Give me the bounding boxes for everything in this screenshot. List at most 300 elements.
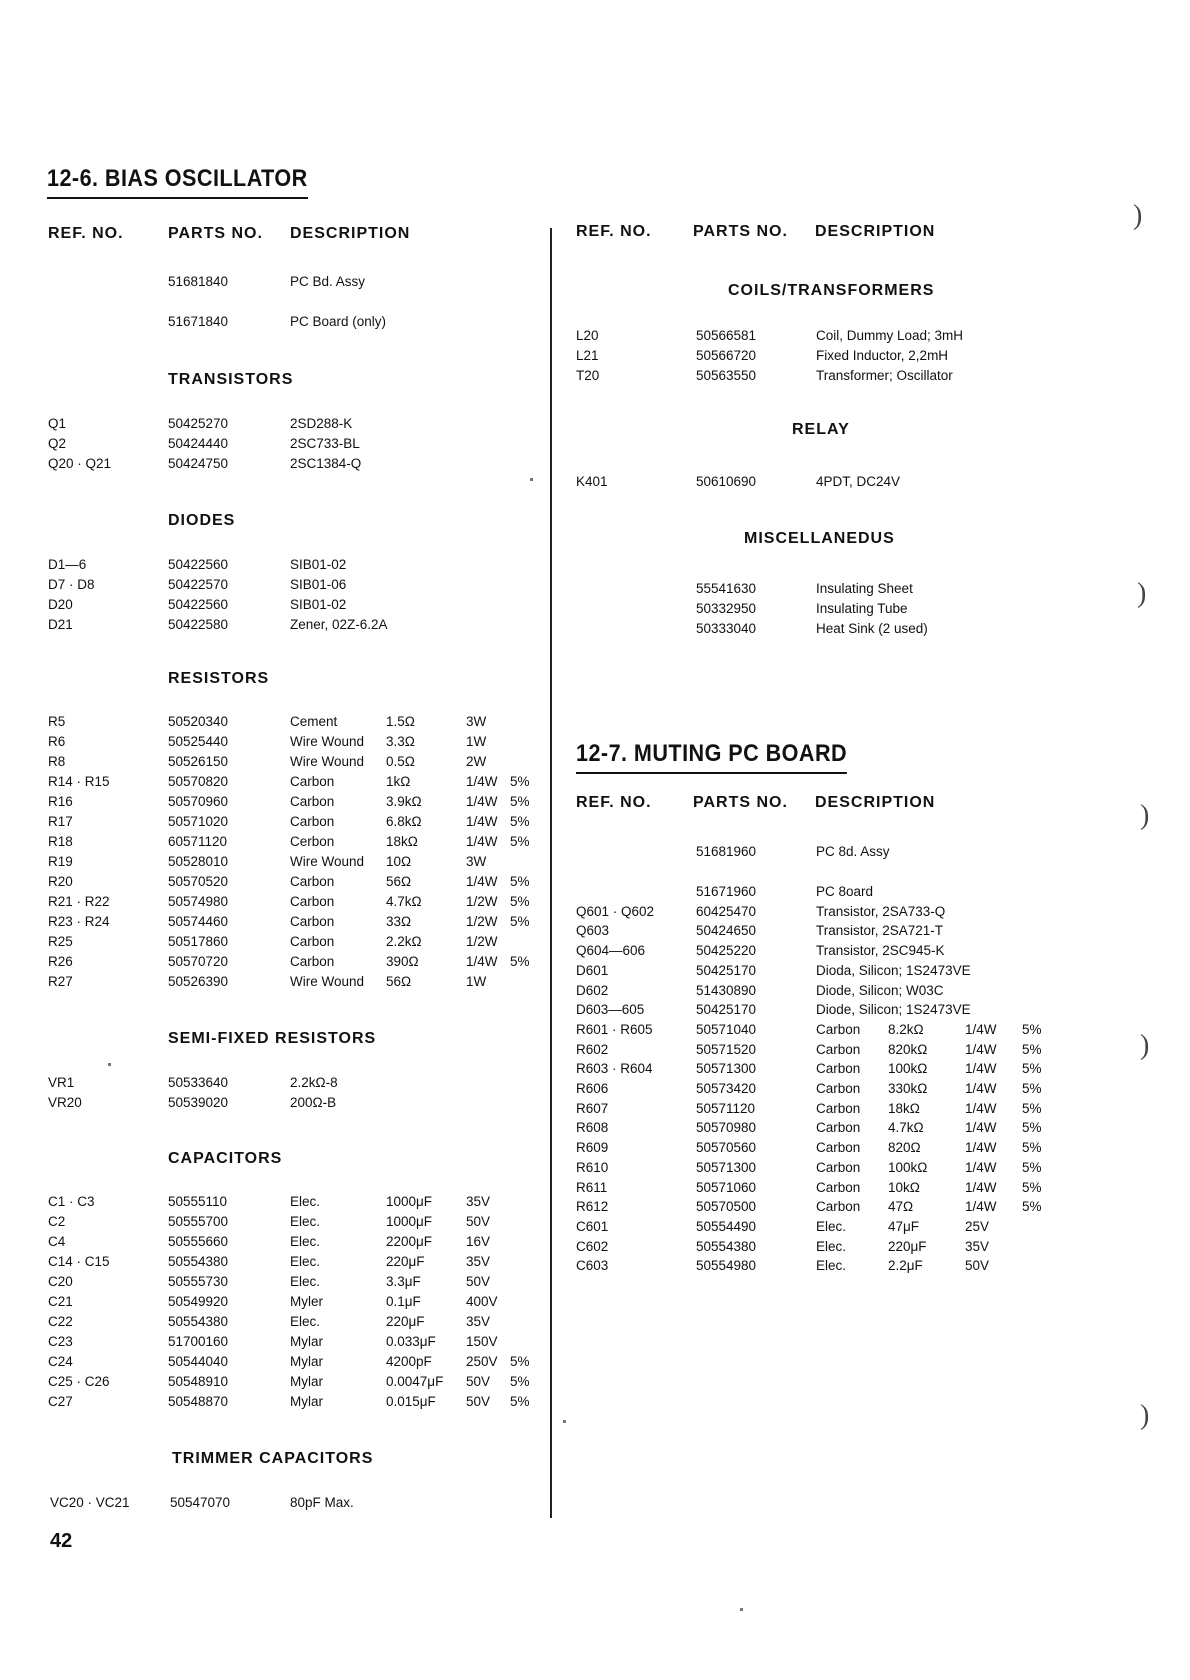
value-cell: 220μF — [386, 1254, 425, 1269]
ref-no-cell: R603 · R604 — [576, 1061, 653, 1077]
parts-no-cell: 50566720 — [696, 348, 757, 363]
parts-no-cell: 50566581 — [696, 328, 757, 343]
description-cell: SIB01-02 — [290, 557, 347, 572]
description-cell: Insulating Sheet — [816, 581, 913, 596]
description-cell: 200Ω-B — [290, 1095, 337, 1110]
description-cell: SIB01-02 — [290, 597, 347, 612]
parts-no-cell: 51671840 — [168, 314, 229, 329]
rating-cell: 35V — [466, 1194, 491, 1209]
description-cell: SIB01-06 — [290, 577, 347, 592]
ref-no-cell: R602 — [576, 1041, 609, 1057]
description-cell: Elec. — [290, 1214, 321, 1229]
ref-no-cell: R25 — [48, 934, 73, 949]
description-cell: Transistor, 2SC945-K — [816, 943, 945, 959]
ref-no-cell: R27 — [48, 974, 73, 989]
parts-no-cell: 50549920 — [168, 1294, 229, 1309]
parts-no-cell: 50570980 — [696, 1120, 757, 1136]
scan-speck — [530, 478, 533, 481]
ref-no-cell: D603—605 — [576, 1002, 645, 1018]
ref-no-cell: L21 — [576, 348, 599, 363]
description-cell: Transformer; Oscillator — [816, 368, 953, 383]
value-cell: 56Ω — [386, 974, 412, 989]
parts-no-cell: 50554490 — [696, 1218, 757, 1234]
rating-cell: 1/4W — [466, 834, 498, 849]
ref-no-cell: R607 — [576, 1100, 609, 1116]
col-header-ref-no: REF. NO. — [48, 225, 124, 242]
ref-no-cell: D20 — [48, 597, 73, 612]
description-cell: 2SC733-BL — [290, 436, 360, 451]
parts-no-cell: 60571120 — [168, 834, 228, 849]
tolerance-cell: 5% — [510, 954, 530, 969]
tolerance-cell: 5% — [1022, 1061, 1042, 1077]
description-cell: 2SC1384-Q — [290, 456, 362, 471]
ref-no-cell: Q1 — [48, 416, 67, 431]
parts-no-cell: 51681960 — [696, 844, 757, 859]
parts-no-cell: 50425220 — [696, 943, 757, 959]
rating-cell: 50V — [965, 1258, 990, 1274]
value-cell: 4.7kΩ — [888, 1120, 924, 1136]
ref-no-cell: R8 — [48, 754, 66, 769]
ref-no-cell: R612 — [576, 1199, 609, 1215]
ref-no-cell: D602 — [576, 982, 609, 998]
ref-no-cell: VR1 — [48, 1075, 75, 1090]
ref-no-cell: R17 — [48, 814, 73, 829]
rating-cell: 35V — [965, 1238, 990, 1254]
ref-no-cell: R16 — [48, 794, 73, 809]
rating-cell: 1/4W — [466, 874, 498, 889]
parts-no-cell: 50547070 — [170, 1495, 231, 1510]
tolerance-cell: 5% — [1022, 1041, 1042, 1057]
ref-no-cell: R26 — [48, 954, 73, 969]
col-header-ref-no-right: REF. NO. — [576, 223, 652, 240]
value-cell: 330kΩ — [888, 1081, 928, 1096]
tolerance-cell: 5% — [510, 894, 530, 909]
value-cell: 2.2μF — [888, 1258, 923, 1274]
description-cell: Carbon — [816, 1021, 861, 1037]
description-cell: Carbon — [816, 1159, 861, 1175]
ref-no-cell: C21 — [48, 1294, 73, 1309]
parts-no-cell: 50425170 — [696, 1002, 757, 1018]
parts-no-cell: 50332950 — [696, 601, 757, 616]
parts-no-cell: 50422560 — [168, 557, 229, 572]
col-header-parts-no-right: PARTS NO. — [693, 223, 788, 240]
parts-no-cell: 50520340 — [168, 714, 229, 729]
value-cell: 220μF — [386, 1314, 425, 1329]
ref-no-cell: R606 — [576, 1081, 609, 1096]
description-cell: Carbon — [290, 874, 335, 889]
rating-cell: 1/2W — [466, 894, 498, 909]
ref-no-cell: Q601 · Q602 — [576, 903, 655, 919]
parts-no-cell: 51700160 — [168, 1334, 229, 1349]
rating-cell: 1/4W — [965, 1199, 997, 1215]
tolerance-cell: 5% — [510, 874, 530, 889]
parts-no-cell: 50554380 — [168, 1254, 229, 1269]
value-cell: 0.0047μF — [386, 1374, 444, 1389]
value-cell: 100kΩ — [888, 1061, 928, 1077]
ref-no-cell: R609 — [576, 1140, 609, 1156]
category-semi-fixed-resistors: SEMI-FIXED RESISTORS — [168, 1030, 377, 1047]
description-cell: Diode, Silicon; 1S2473VE — [816, 1002, 971, 1018]
ref-no-cell: C24 — [48, 1354, 73, 1369]
margin-mark: ) — [1140, 1030, 1150, 1061]
ref-no-cell: Q2 — [48, 436, 67, 451]
parts-no-cell: 50548910 — [168, 1374, 229, 1389]
tolerance-cell: 5% — [1022, 1021, 1042, 1037]
parts-no-cell: 51681840 — [168, 274, 229, 289]
value-cell: 820kΩ — [888, 1041, 928, 1057]
ref-no-cell: R6 — [48, 734, 66, 749]
description-cell: Dioda, Silicon; 1S2473VE — [816, 962, 971, 978]
parts-no-cell: 50574980 — [168, 894, 229, 909]
rating-cell: 1/4W — [466, 794, 498, 809]
category-trimmer-capacitors: TRIMMER CAPACITORS — [172, 1450, 374, 1467]
value-cell: 1000μF — [386, 1194, 433, 1209]
tolerance-cell: 5% — [1022, 1120, 1042, 1136]
value-cell: 4.7kΩ — [386, 894, 422, 909]
value-cell: 100kΩ — [888, 1159, 928, 1175]
value-cell: 6.8kΩ — [386, 814, 422, 829]
column-divider — [550, 228, 552, 1518]
rating-cell: 1/2W — [466, 914, 498, 929]
description-cell: Coil, Dummy Load; 3mH — [816, 328, 964, 343]
value-cell: 8.2kΩ — [888, 1021, 924, 1037]
parts-no-cell: 50333040 — [696, 621, 757, 636]
value-cell: 18kΩ — [888, 1100, 920, 1116]
description-cell: PC 8oard — [816, 884, 874, 899]
rating-cell: 25V — [965, 1218, 990, 1234]
category-relay: RELAY — [792, 421, 850, 438]
rating-cell: 150V — [466, 1334, 498, 1349]
margin-mark: ) — [1137, 578, 1147, 609]
description-cell: Elec. — [290, 1274, 321, 1289]
parts-no-cell: 50571300 — [696, 1159, 757, 1175]
col-header-description: DESCRIPTION — [290, 225, 411, 242]
parts-no-cell: 50571120 — [696, 1100, 756, 1116]
col-header-description-right: DESCRIPTION — [815, 223, 936, 240]
rating-cell: 1/4W — [965, 1021, 997, 1037]
category-transistors: TRANSISTORS — [168, 371, 294, 388]
ref-no-cell: Q20 · Q21 — [48, 456, 112, 471]
scan-speck — [740, 1608, 743, 1611]
description-cell: Carbon — [816, 1199, 861, 1215]
ref-no-cell: C27 — [48, 1394, 73, 1409]
description-cell: Carbon — [816, 1081, 861, 1096]
tolerance-cell: 5% — [510, 914, 530, 929]
parts-no-cell: 51671960 — [696, 884, 757, 899]
description-cell: Carbon — [290, 954, 335, 969]
parts-no-cell: 50422580 — [168, 617, 229, 632]
tolerance-cell: 5% — [510, 834, 530, 849]
parts-no-cell: 50573420 — [696, 1081, 757, 1096]
parts-no-cell: 50533640 — [168, 1075, 229, 1090]
section-title-muting-pc-board: 12-7. MUTING PC BOARD — [576, 740, 847, 774]
parts-no-cell: 50544040 — [168, 1354, 229, 1369]
category-capacitors: CAPACITORS — [168, 1150, 283, 1167]
rating-cell: 1/4W — [965, 1120, 997, 1136]
parts-no-cell: 55541630 — [696, 581, 757, 596]
description-cell: Mylar — [290, 1334, 323, 1349]
ref-no-cell: R5 — [48, 714, 66, 729]
description-cell: Wire Wound — [290, 734, 365, 749]
description-cell: Elec. — [290, 1314, 321, 1329]
parts-no-cell: 50571020 — [168, 814, 229, 829]
col-header-ref-no-muting: REF. NO. — [576, 794, 652, 811]
ref-no-cell: VR20 — [48, 1095, 82, 1110]
value-cell: 10Ω — [386, 854, 412, 869]
value-cell: 0.033μF — [386, 1334, 436, 1349]
tolerance-cell: 5% — [510, 1374, 530, 1389]
tolerance-cell: 5% — [1022, 1159, 1042, 1175]
rating-cell: 1/4W — [965, 1041, 997, 1057]
description-cell: Carbon — [816, 1041, 861, 1057]
description-cell: Cerbon — [290, 834, 335, 849]
ref-no-cell: C601 — [576, 1218, 609, 1234]
parts-no-cell: 50610690 — [696, 474, 757, 489]
ref-no-cell: R14 · R15 — [48, 774, 110, 789]
parts-no-cell: 50570520 — [168, 874, 229, 889]
parts-no-cell: 50425170 — [696, 962, 757, 978]
parts-no-cell: 50517860 — [168, 934, 229, 949]
parts-no-cell: 50422560 — [168, 597, 229, 612]
description-cell: Carbon — [290, 774, 335, 789]
rating-cell: 50V — [466, 1214, 491, 1229]
description-cell: Insulating Tube — [816, 601, 908, 616]
tolerance-cell: 5% — [510, 774, 530, 789]
value-cell: 220μF — [888, 1238, 927, 1254]
description-cell: Wire Wound — [290, 854, 365, 869]
value-cell: 0.5Ω — [386, 754, 415, 769]
rating-cell: 1/4W — [466, 774, 498, 789]
description-cell: Elec. — [816, 1218, 847, 1234]
ref-no-cell: C4 — [48, 1234, 66, 1249]
ref-no-cell: C20 — [48, 1274, 73, 1289]
ref-no-cell: C22 — [48, 1314, 73, 1329]
ref-no-cell: R610 — [576, 1159, 609, 1175]
tolerance-cell: 5% — [1022, 1140, 1042, 1156]
category-miscellaneous: MISCELLANEDUS — [744, 530, 895, 547]
description-cell: Diode, Silicon; W03C — [816, 982, 944, 998]
parts-no-cell: 50570560 — [696, 1140, 757, 1156]
description-cell: Heat Sink (2 used) — [816, 621, 928, 636]
rating-cell: 1W — [466, 974, 487, 989]
tolerance-cell: 5% — [1022, 1100, 1042, 1116]
ref-no-cell: Q603 — [576, 923, 610, 939]
parts-no-cell: 50555660 — [168, 1234, 229, 1249]
rating-cell: 1/4W — [965, 1081, 997, 1096]
scan-speck — [563, 1420, 566, 1423]
ref-no-cell: D601 — [576, 962, 609, 978]
category-diodes: DIODES — [168, 512, 236, 529]
value-cell: 2.2kΩ — [386, 934, 422, 949]
value-cell: 0.015μF — [386, 1394, 436, 1409]
parts-no-cell: 50424650 — [696, 923, 757, 939]
ref-no-cell: C23 — [48, 1334, 73, 1349]
margin-mark: ) — [1140, 1400, 1150, 1431]
description-cell: Carbon — [816, 1100, 861, 1116]
col-header-parts-no-muting: PARTS NO. — [693, 794, 788, 811]
description-cell: Carbon — [290, 894, 335, 909]
parts-no-cell: 50571040 — [696, 1021, 757, 1037]
category-resistors: RESISTORS — [168, 670, 270, 687]
parts-no-cell: 50555700 — [168, 1214, 229, 1229]
parts-no-cell: 50554380 — [168, 1314, 229, 1329]
rating-cell: 50V — [466, 1374, 491, 1389]
description-cell: Elec. — [816, 1238, 847, 1254]
parts-no-cell: 50526390 — [168, 974, 229, 989]
parts-no-cell: 50528010 — [168, 854, 229, 869]
description-cell: 4PDT, DC24V — [816, 474, 901, 489]
ref-no-cell: C14 · C15 — [48, 1254, 110, 1269]
description-cell: Transistor, 2SA721-T — [816, 923, 944, 939]
rating-cell: 50V — [466, 1274, 491, 1289]
rating-cell: 1/4W — [965, 1140, 997, 1156]
parts-no-cell: 50539020 — [168, 1095, 229, 1110]
description-cell: Elec. — [290, 1254, 321, 1269]
description-cell: PC Board (only) — [290, 314, 387, 329]
rating-cell: 35V — [466, 1254, 491, 1269]
value-cell: 47μF — [888, 1218, 920, 1234]
rating-cell: 1/2W — [466, 934, 498, 949]
ref-no-cell: R611 — [576, 1179, 608, 1195]
parts-no-cell: 50548870 — [168, 1394, 229, 1409]
rating-cell: 1W — [466, 734, 487, 749]
rating-cell: 1/4W — [466, 814, 498, 829]
tolerance-cell: 5% — [1022, 1179, 1042, 1195]
parts-no-cell: 50554380 — [696, 1238, 757, 1254]
description-cell: Carbon — [816, 1120, 861, 1136]
ref-no-cell: C603 — [576, 1258, 609, 1274]
rating-cell: 1/4W — [965, 1159, 997, 1175]
page-number: 42 — [50, 1530, 73, 1552]
ref-no-cell: L20 — [576, 328, 599, 343]
parts-no-cell: 50570720 — [168, 954, 229, 969]
tolerance-cell: 5% — [510, 794, 530, 809]
value-cell: 47Ω — [888, 1199, 914, 1215]
parts-no-cell: 50574460 — [168, 914, 229, 929]
ref-no-cell: R20 — [48, 874, 73, 889]
parts-no-cell: 50563550 — [696, 368, 757, 383]
description-cell: Mylar — [290, 1354, 323, 1369]
rating-cell: 50V — [466, 1394, 491, 1409]
value-cell: 390Ω — [386, 954, 419, 969]
rating-cell: 16V — [466, 1234, 491, 1249]
parts-no-cell: 50570820 — [168, 774, 229, 789]
ref-no-cell: R19 — [48, 854, 73, 869]
description-cell: Fixed Inductor, 2,2mH — [816, 348, 949, 363]
rating-cell: 250V — [466, 1354, 498, 1369]
tolerance-cell: 5% — [1022, 1081, 1042, 1096]
parts-no-cell: 50424440 — [168, 436, 229, 451]
parts-no-cell: 50555110 — [168, 1194, 228, 1209]
ref-no-cell: R21 · R22 — [48, 894, 110, 909]
margin-mark: ) — [1140, 800, 1150, 831]
description-cell: PC Bd. Assy — [290, 274, 366, 289]
description-cell: Zener, 02Z-6.2A — [290, 617, 388, 632]
description-cell: Mylar — [290, 1394, 323, 1409]
category-coils-transformers: COILS/TRANSFORMERS — [728, 282, 935, 299]
ref-no-cell: R601 · R605 — [576, 1021, 653, 1037]
parts-no-cell: 50570960 — [168, 794, 229, 809]
description-cell: PC 8d. Assy — [816, 844, 890, 859]
value-cell: 0.1μF — [386, 1294, 421, 1309]
margin-mark: ) — [1133, 200, 1143, 231]
description-cell: Elec. — [290, 1194, 321, 1209]
description-cell: Carbon — [290, 794, 335, 809]
ref-no-cell: C2 — [48, 1214, 66, 1229]
value-cell: 10kΩ — [888, 1179, 920, 1195]
value-cell: 820Ω — [888, 1140, 921, 1156]
rating-cell: 3W — [466, 714, 487, 729]
col-header-parts-no: PARTS NO. — [168, 225, 263, 242]
rating-cell: 35V — [466, 1314, 491, 1329]
ref-no-cell: D1—6 — [48, 557, 87, 572]
tolerance-cell: 5% — [510, 814, 530, 829]
rating-cell: 1/4W — [466, 954, 498, 969]
rating-cell: 1/4W — [965, 1100, 997, 1116]
description-cell: Carbon — [290, 934, 335, 949]
ref-no-cell: R23 · R24 — [48, 914, 110, 929]
value-cell: 2200μF — [386, 1234, 433, 1249]
tolerance-cell: 5% — [1022, 1199, 1042, 1215]
parts-no-cell: 50570500 — [696, 1199, 757, 1215]
parts-no-cell: 50525440 — [168, 734, 229, 749]
description-cell: 2SD288-K — [290, 416, 353, 431]
value-cell: 4200pF — [386, 1354, 432, 1369]
description-cell: 80pF Max. — [290, 1495, 354, 1510]
rating-cell: 1/4W — [965, 1179, 997, 1195]
description-cell: Carbon — [290, 814, 335, 829]
value-cell: 33Ω — [386, 914, 412, 929]
ref-no-cell: C1 · C3 — [48, 1194, 95, 1209]
parts-no-cell: 50424750 — [168, 456, 229, 471]
description-cell: Wire Wound — [290, 974, 365, 989]
value-cell: 56Ω — [386, 874, 412, 889]
description-cell: Carbon — [816, 1140, 861, 1156]
value-cell: 3.3μF — [386, 1274, 421, 1289]
value-cell: 18kΩ — [386, 834, 418, 849]
ref-no-cell: Q604—606 — [576, 943, 646, 959]
rating-cell: 2W — [466, 754, 487, 769]
ref-no-cell: VC20 · VC21 — [50, 1495, 130, 1510]
rating-cell: 400V — [466, 1294, 498, 1309]
description-cell: Elec. — [816, 1258, 847, 1274]
description-cell: Carbon — [816, 1061, 861, 1077]
parts-no-cell: 50571060 — [696, 1179, 757, 1195]
parts-no-cell: 50555730 — [168, 1274, 229, 1289]
ref-no-cell: K401 — [576, 474, 608, 489]
value-cell: 1kΩ — [386, 774, 411, 789]
parts-no-cell: 50526150 — [168, 754, 229, 769]
value-cell: 3.3Ω — [386, 734, 415, 749]
ref-no-cell: R608 — [576, 1120, 609, 1136]
parts-no-cell: 60425470 — [696, 903, 757, 919]
col-header-description-muting: DESCRIPTION — [815, 794, 936, 811]
rating-cell: 1/4W — [965, 1061, 997, 1077]
scan-speck — [108, 1063, 111, 1066]
parts-no-cell: 50571520 — [696, 1041, 757, 1057]
description-cell: Myler — [290, 1294, 323, 1309]
tolerance-cell: 5% — [510, 1354, 530, 1369]
description-cell: Carbon — [816, 1179, 861, 1195]
ref-no-cell: C602 — [576, 1238, 609, 1254]
description-cell: Cement — [290, 714, 338, 729]
section-title-bias-oscillator: 12-6. BIAS OSCILLATOR — [47, 165, 308, 199]
parts-no-cell: 51430890 — [696, 982, 757, 998]
value-cell: 1000μF — [386, 1214, 433, 1229]
value-cell: 1.5Ω — [386, 714, 415, 729]
description-cell: Carbon — [290, 914, 335, 929]
parts-no-cell: 50422570 — [168, 577, 229, 592]
